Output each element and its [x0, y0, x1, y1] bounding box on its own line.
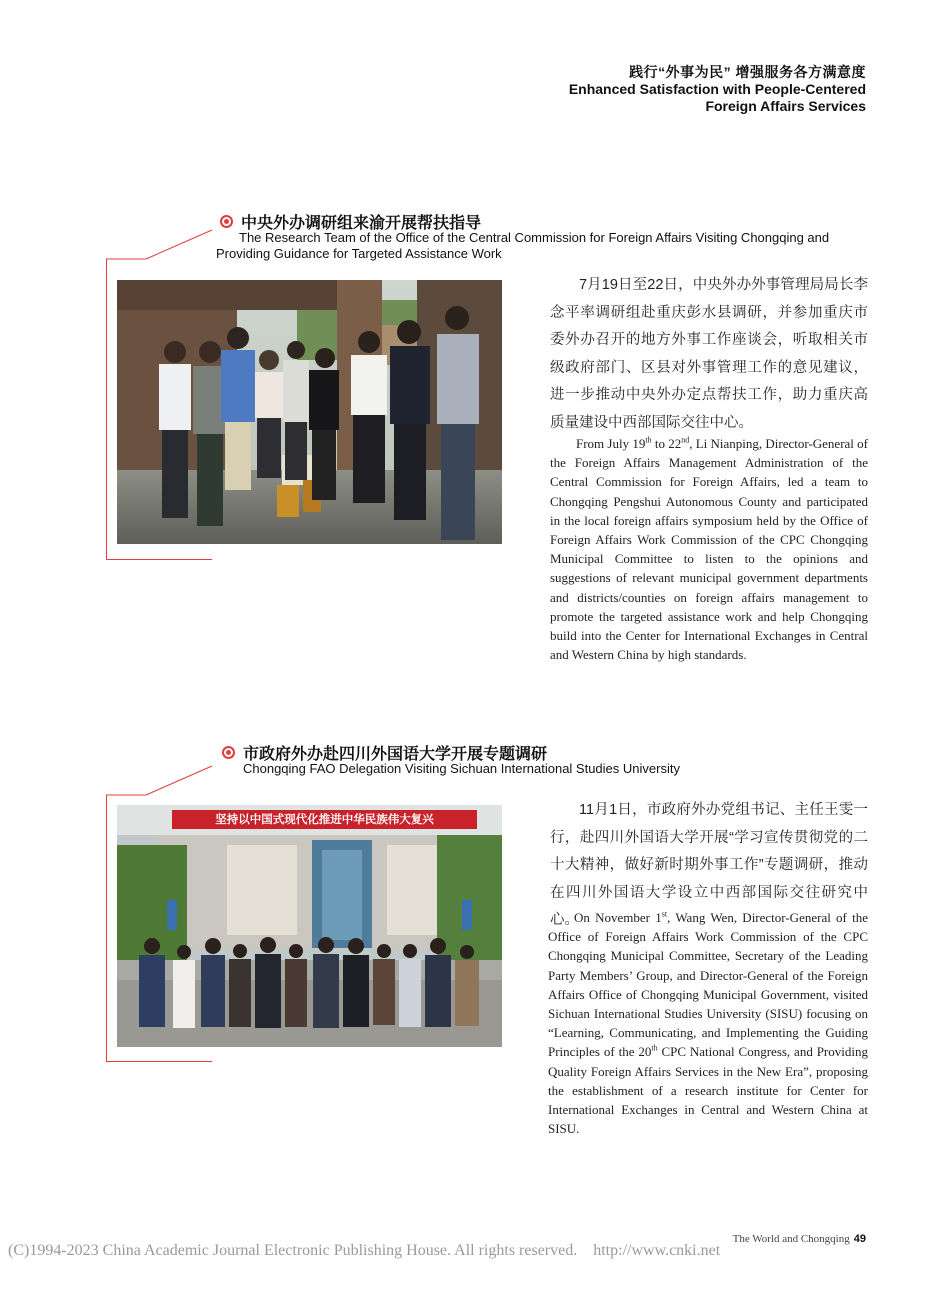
- section-2-title: 市政府外办赴四川外国语大学开展专题调研: [222, 741, 547, 764]
- decorative-rule: [106, 795, 107, 1061]
- page-footer: [733, 1233, 866, 1245]
- header-title-en-2: Foreign Affairs Services: [705, 98, 866, 114]
- section-1-body-en: From July 19th to 22nd, Li Nianping, Director-General of the Foreign Affairs Management Administration of the Central Commission for Foreign Affairs, led a team to Chongqing Pengshui Autonomous County and participated in the local foreign affairs symposium held by the Office of Foreign Affairs Work Commission of the CPC Chongqing Municipal Committee to listen to the opinions and suggestions of relevant municipal government departments and districts/counties on foreign affairs management to promote the targeted assistance work and help Chongqing build into the Center for International Exchanges in Central and Western China by high standards.: [550, 435, 868, 663]
- journal-name: The World and Chongqing: [732, 1233, 850, 1245]
- copyright-watermark: (C)1994-2023 China Academic Journal Electronic Publishing House. All rights reserved. http://www.cnki.net: [8, 1242, 721, 1259]
- decorative-diagonal: [106, 764, 216, 798]
- header-title-en-1: Enhanced Satisfaction with People-Centered: [568, 81, 866, 97]
- page-number: 49: [853, 1233, 866, 1245]
- decorative-diagonal: [106, 228, 216, 262]
- section-2-body-en: On November 1st, Wang Wen, Director-General of the Office of Foreign Affairs Work Commission of the CPC Chongqing Municipal Committee, Secretary of the Leading Party Members’ Group, and Director-General of the Foreign Affairs Office of Chongqing Municipal Government, visited Sichuan International Studies University (SISU) focusing on “Learning, Communicating, and Implementing the Guiding Principles of the 20th CPC National Congress, and Providing Quality Foreign Affairs Services in the New Era”, proposing the establishment of a research institute for Center for International Exchanges in Central and Western China at SISU.: [548, 909, 868, 1137]
- header-title-zh: 践行“外事为民” 增强服务各方满意度: [629, 64, 866, 80]
- section-2-subtitle: Chongqing FAO Delegation Visiting Sichuan International Studies University: [243, 761, 680, 776]
- section-1-subtitle: The Research Team of the Office of the Central Commission for Foreign Affairs Visiting Chongqing and Providing Guidance for Targeted Assistance Work: [216, 230, 830, 261]
- decorative-rule: [106, 1061, 212, 1062]
- circle-bullet-icon: [220, 215, 233, 228]
- photo-banner-text: 坚持以中国式现代化推进中华民族伟大复兴: [215, 812, 434, 826]
- page-header: [569, 64, 866, 115]
- decorative-rule: [106, 559, 212, 560]
- section-1-body-zh: 7月19日至22日，中央外办外事管理局局长李念平率调研组赴重庆彭水县调研，并参加重庆市委外办召开的地方外事工作座谈会，听取相关市级政府部门、区县对外事管理工作的意见建议，进一步推动中央外办定点帮扶工作，助力重庆高质量建设中西部国际交往中心。: [550, 277, 868, 431]
- section-1-title: 中央外办调研组来渝开展帮扶指导: [220, 210, 481, 233]
- decorative-rule: [106, 259, 107, 559]
- photo-sisu-delegation: [117, 805, 502, 1047]
- section-2-body-zh: 11月1日，市政府外办党组书记、主任王雯一行，赴四川外国语大学开展“学习宣传贯彻党的二十大精神，做好新时期外事工作”专题调研，推动在四川外国语大学设立中西部国际交往研究中心。: [550, 802, 868, 928]
- photo-research-team: [117, 280, 502, 544]
- circle-bullet-icon: [222, 746, 235, 759]
